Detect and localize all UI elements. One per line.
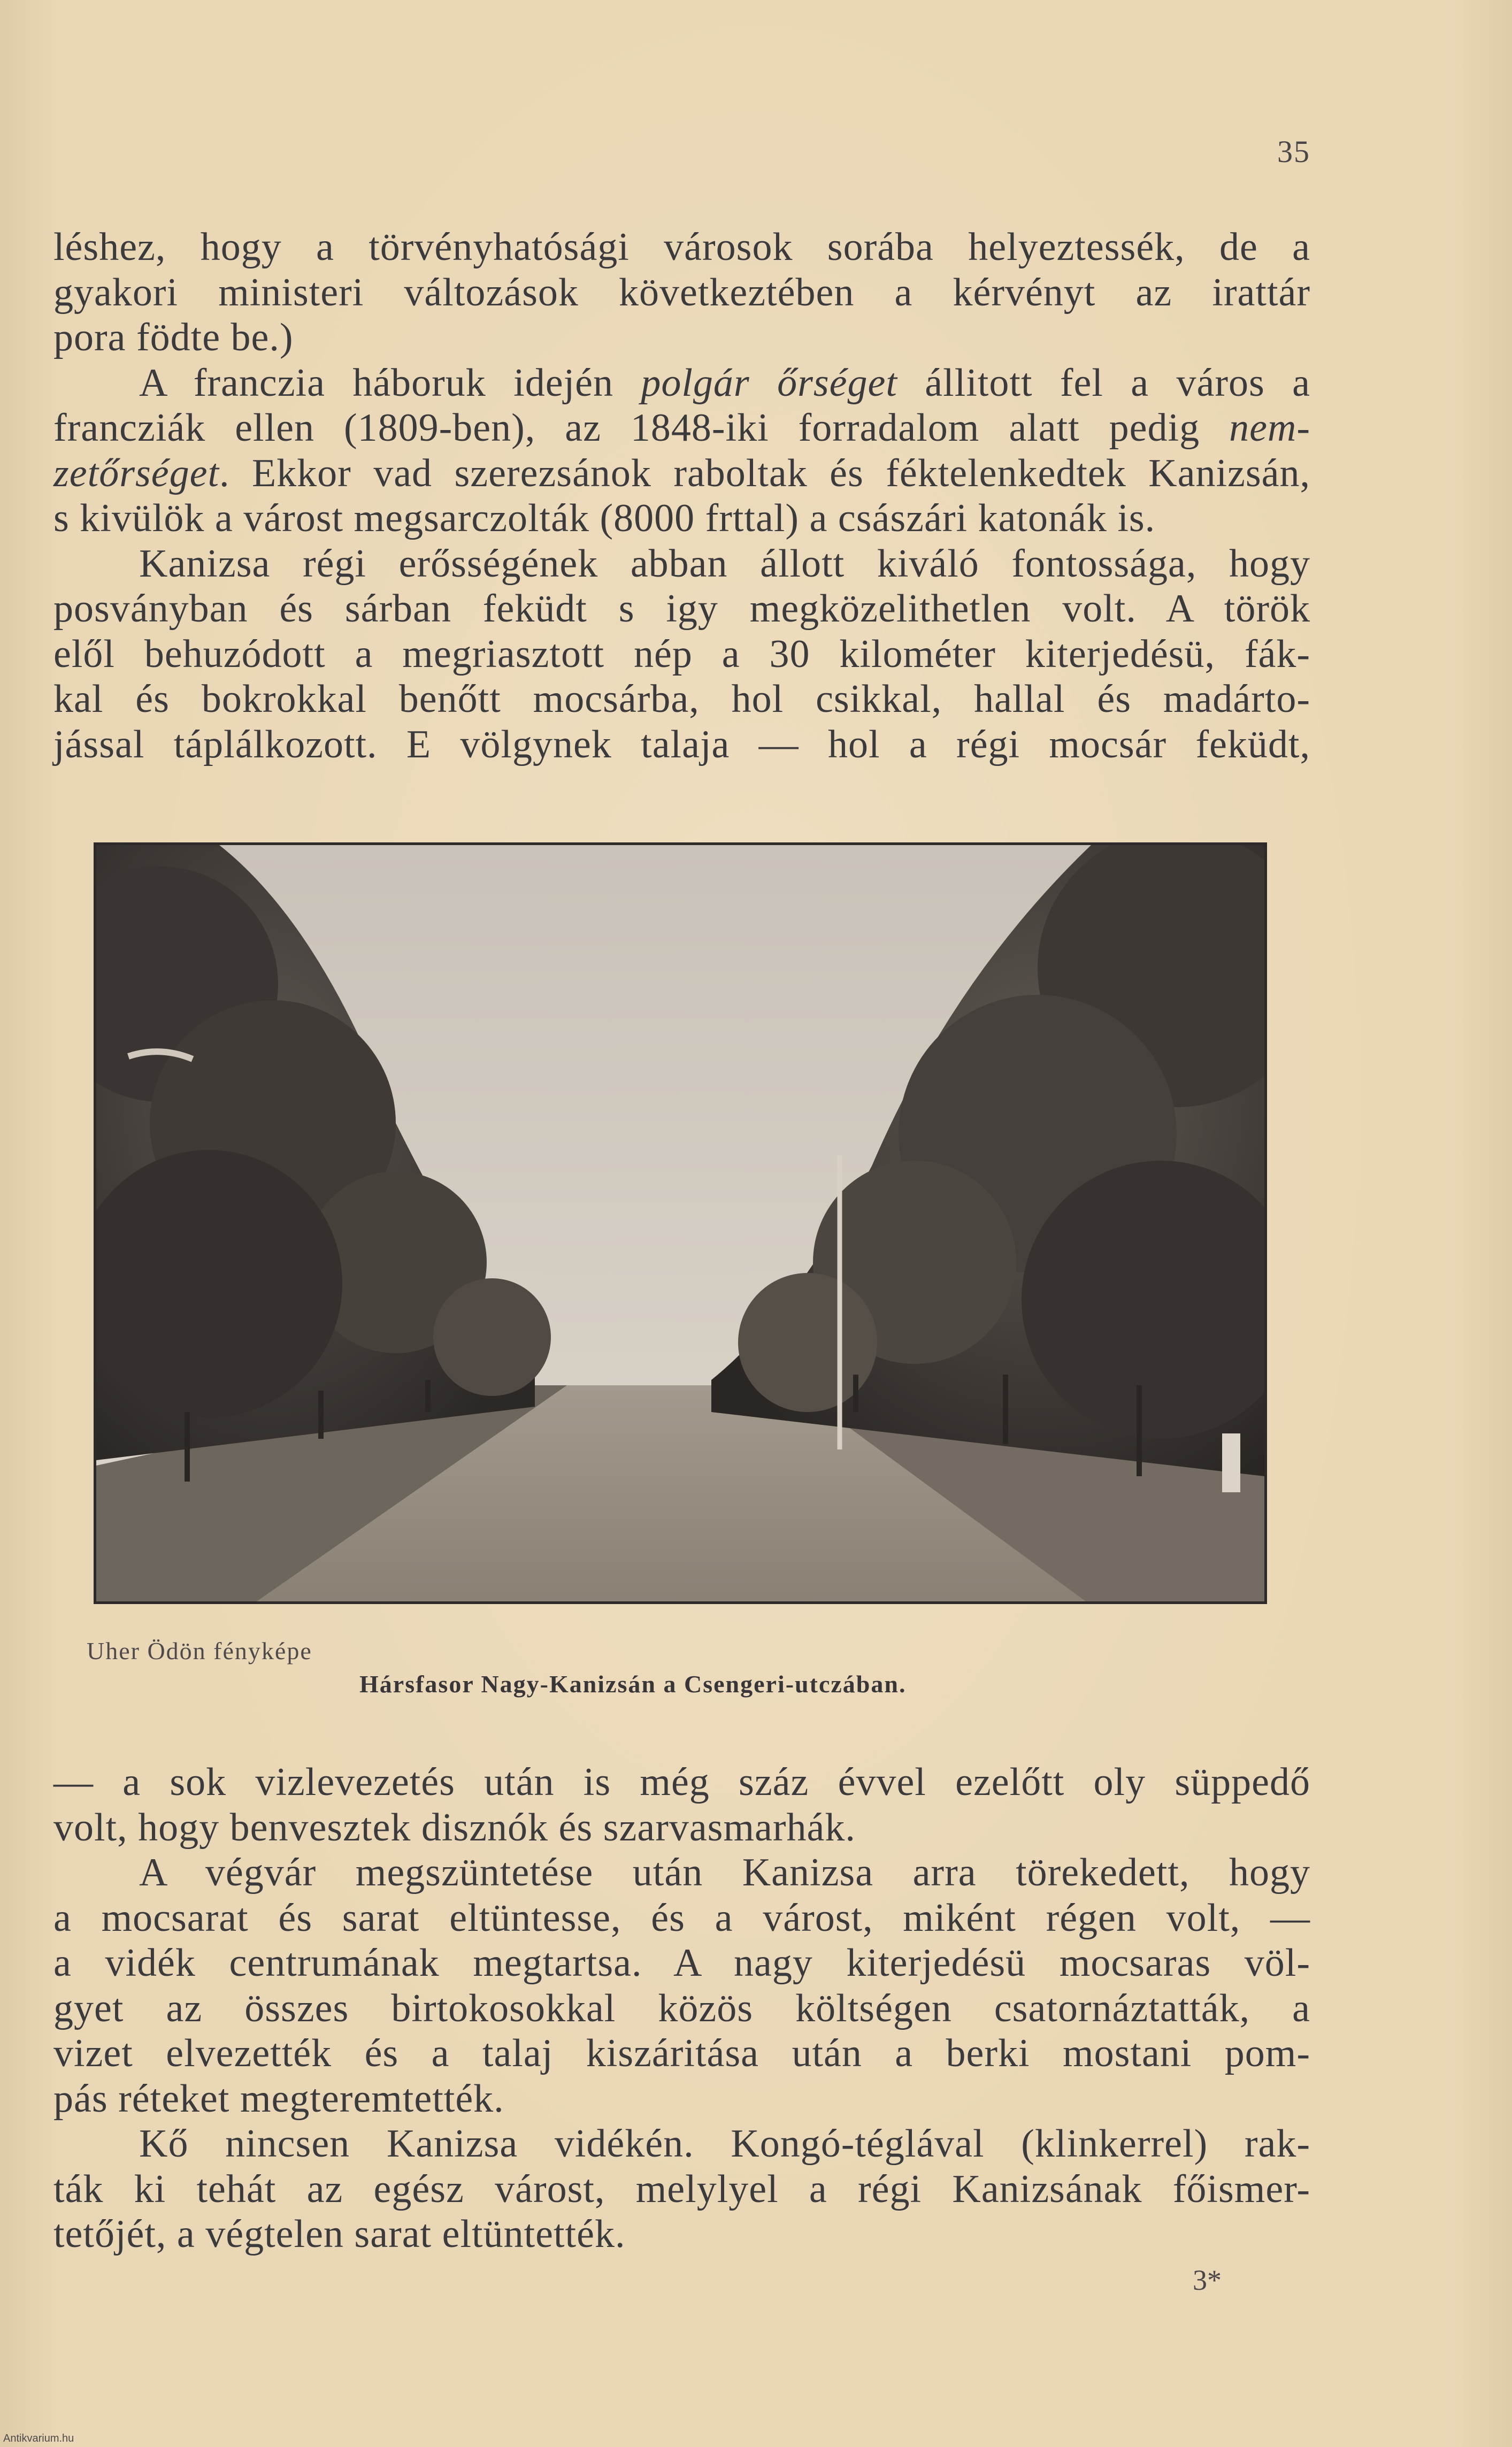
text-line: A végvár megszüntetése után Kanizsa arra törekedett, hogy	[139, 1851, 1310, 1894]
photo-figure	[94, 842, 1267, 1604]
paragraph	[53, 225, 1310, 315]
text-line: A franczia háboruk idején	[139, 360, 641, 405]
paragraph	[53, 541, 1310, 768]
page-number: 35	[1277, 134, 1310, 169]
paragraph	[53, 1805, 1310, 1851]
text-line: pás réteket megteremtették.	[53, 2076, 504, 2121]
text-line: tetőjét, a végtelen sarat eltüntették.	[53, 2212, 626, 2256]
figure-person	[1222, 1433, 1240, 1492]
text-line: s kivülök a várost megsarczolták (8000 frttal) a császári katonák is.	[53, 496, 1156, 540]
text-line: . Ekkor vad szerezsánok raboltak és féktelenkedtek Kanizsán,	[219, 451, 1310, 495]
text-line: kal és bokrokkal benőtt mocsárba, hol csikkal, hallal és madárto-	[53, 677, 1310, 721]
text-line: posványban és sárban feküdt s igy megközelithetlen volt. A török	[53, 587, 1310, 631]
italic-term: polgár őrséget	[641, 360, 897, 405]
text-line: francziák ellen (1809-ben), az 1848-iki forradalom alatt pedig	[53, 406, 1230, 450]
text-line: Kanizsa régi erősségének abban állott kiváló fontossága, hogy	[139, 541, 1310, 586]
text-line: állitott fel a város a	[897, 360, 1310, 405]
text-line: elől behuzódott a megriasztott nép a 30 kilométer kiterjedésü, fák-	[53, 632, 1310, 676]
text-line: vizet elvezették és a talaj kiszáritása után a berki mostani pom-	[53, 2031, 1310, 2075]
text-line: gyet az összes birtokosokkal közös költségen csatornáztatták, a	[53, 1986, 1310, 2030]
text-line: gyakori ministeri változások következtében a kérvényt az irattár	[53, 270, 1310, 314]
text-line: ták ki tehát az egész várost, melylyel a régi Kanizsának főismer-	[53, 2167, 1310, 2211]
text-line: pora födte be.)	[53, 316, 294, 359]
text-line: Kő nincsen Kanizsa vidékén. Kongó-téglával (klinkerrel) rak-	[139, 2122, 1310, 2166]
paragraph	[53, 1850, 1310, 2076]
photo-credit: Uher Ödön fényképe	[87, 1637, 312, 1664]
avenue-photo	[96, 845, 1264, 1601]
text-line: — a sok vizlevezetés után is még száz évvel ezelőtt oly süppedő	[53, 1760, 1310, 1804]
edge-stamp: Antikvarium.hu	[3, 2433, 74, 2444]
italic-term: zetőrséget	[53, 451, 220, 495]
signature-mark: 3*	[1193, 2264, 1222, 2296]
paragraph	[53, 1760, 1310, 1805]
text-line: a vidék centrumának megtartsa. A nagy kiterjedésü mocsaras völ-	[53, 1941, 1310, 1985]
paragraph	[53, 2121, 1310, 2212]
paragraph	[53, 315, 1310, 360]
text-line: volt, hogy benvesztek disznók és szarvasmarhák.	[53, 1805, 856, 1850]
text-line: jással táplálkozott. E völgynek talaja — hol a régi mocsár feküdt,	[53, 722, 1310, 766]
paragraph	[53, 2212, 1310, 2257]
paragraph	[53, 496, 1310, 541]
text-line: a mocsarat és sarat eltüntesse, és a várost, miként régen volt, —	[53, 1896, 1310, 1940]
italic-term: nem-	[1229, 406, 1310, 450]
text-block-bottom	[53, 1760, 1310, 2257]
paragraph	[53, 2076, 1310, 2122]
text-block-top	[53, 225, 1310, 767]
text-line: léshez, hogy a törvényhatósági városok sorába helyeztessék, de a	[53, 225, 1310, 269]
figure-caption: Hársfasor Nagy-Kanizsán a Csengeri-utczában.	[359, 1670, 907, 1698]
paragraph	[53, 360, 1310, 496]
